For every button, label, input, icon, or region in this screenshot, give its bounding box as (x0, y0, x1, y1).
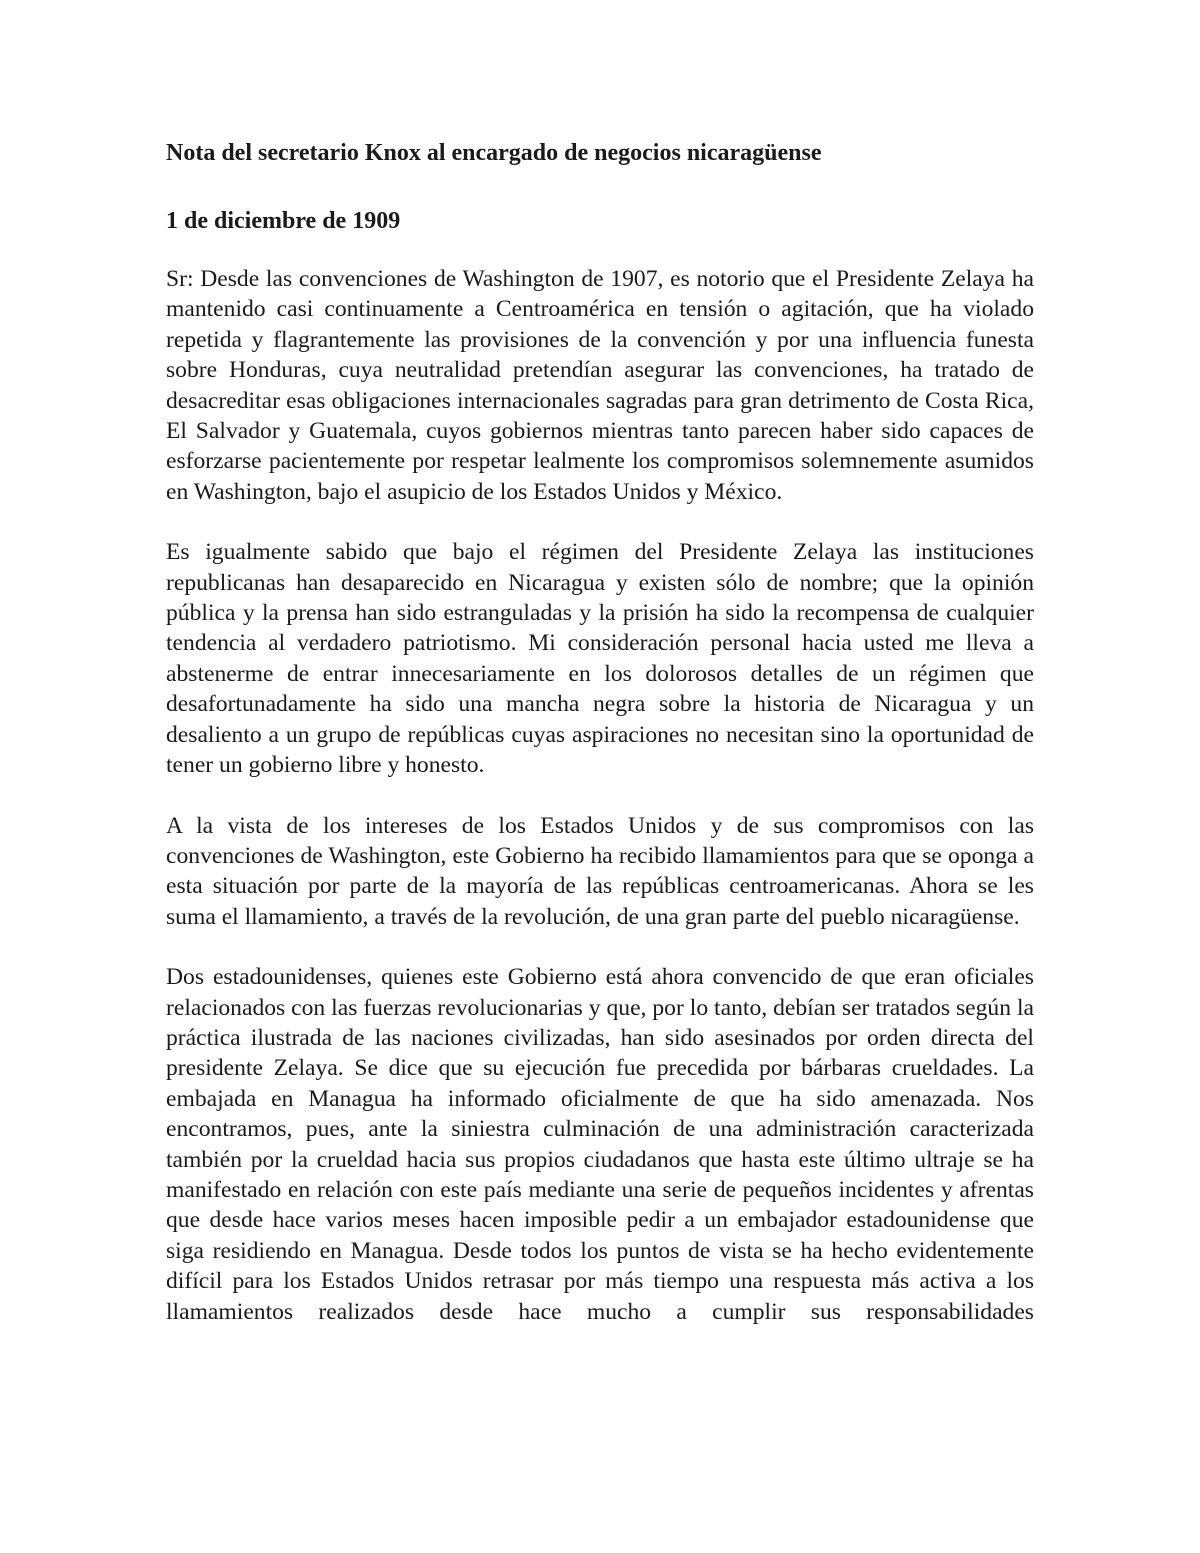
paragraph-4: Dos estadounidenses, quienes este Gobierno está ahora convencido de que eran oficiales relacionados con las fuerzas revolucionarias y que, por lo tanto, debían ser tratados según la práctica ilustrada de las naciones civilizadas, han sido asesinados por orden directa del presidente Zelaya. Se dice que su ejecución fue precedida por bárbaras crueldades. La embajada en Managua ha informado oficialmente de que ha sido amenazada. Nos encontramos, pues, ante la siniestra culminación de una administración caracterizada también por la crueldad hacia sus propios ciudadanos que hasta este último ultraje se ha manifestado en relación con este país mediante una serie de pequeños incidentes y afrentas que desde hace varios meses hacen imposible pedir a un embajador estadounidense que siga residiendo en Managua. Desde todos los puntos de vista se ha hecho evidentemente difícil para los Estados Unidos retrasar por más tiempo una respuesta más activa a los llamamientos realizados desde hace mucho a cumplir sus responsabilidades (166, 964, 1034, 1325)
paragraph-2: Es igualmente sabido que bajo el régimen del Presidente Zelaya las instituciones republicanas han desaparecido en Nicaragua y existen sólo de nombre; que la opinión pública y la prensa han sido estranguladas y la prisión ha sido la recompensa de cualquier tendencia al verdadero patriotismo. Mi consideración personal hacia usted me lleva a abstenerme de entrar innecesariamente en los dolorosos detalles de un régimen que desafortunadamente ha sido una mancha negra sobre la historia de Nicaragua y un desaliento a un grupo de repúblicas cuyas aspiraciones no necesitan sino la oportunidad de tener un gobierno libre y honesto. (166, 539, 1034, 779)
paragraph-1: Sr: Desde las convenciones de Washington de 1907, es notorio que el Presidente Zelaya ha mantenido casi continuamente a Centroamérica en tensión o agitación, que ha violado repetida y flagrantemente las provisiones de la convención y por una influencia funesta sobre Honduras, cuya neutralidad pretendían asegurar las convenciones, ha tratado de desacreditar esas obligaciones internacionales sagradas para gran detrimento de Costa Rica, El Salvador y Guatemala, cuyos gobiernos mientras tanto parecen haber sido capaces de esforzarse pacientemente por respetar lealmente los compromisos solemnemente asumidos en Washington, bajo el asupicio de los Estados Unidos y México. (166, 266, 1034, 505)
paragraph-3: A la vista de los intereses de los Estados Unidos y de sus compromisos con las convenciones de Washington, este Gobierno ha recibido llamamientos para que se oponga a esta situación por parte de la mayoría de las repúblicas centroamericanas. Ahora se les suma el llamamiento, a través de la revolución, de una gran parte del pueblo nicaragüense. (166, 812, 1034, 930)
document-title: Nota del secretario Knox al encargado de negocios nicaragüense (166, 140, 822, 166)
document-date: 1 de diciembre de 1909 (166, 208, 401, 234)
document-body (166, 128, 1034, 1327)
